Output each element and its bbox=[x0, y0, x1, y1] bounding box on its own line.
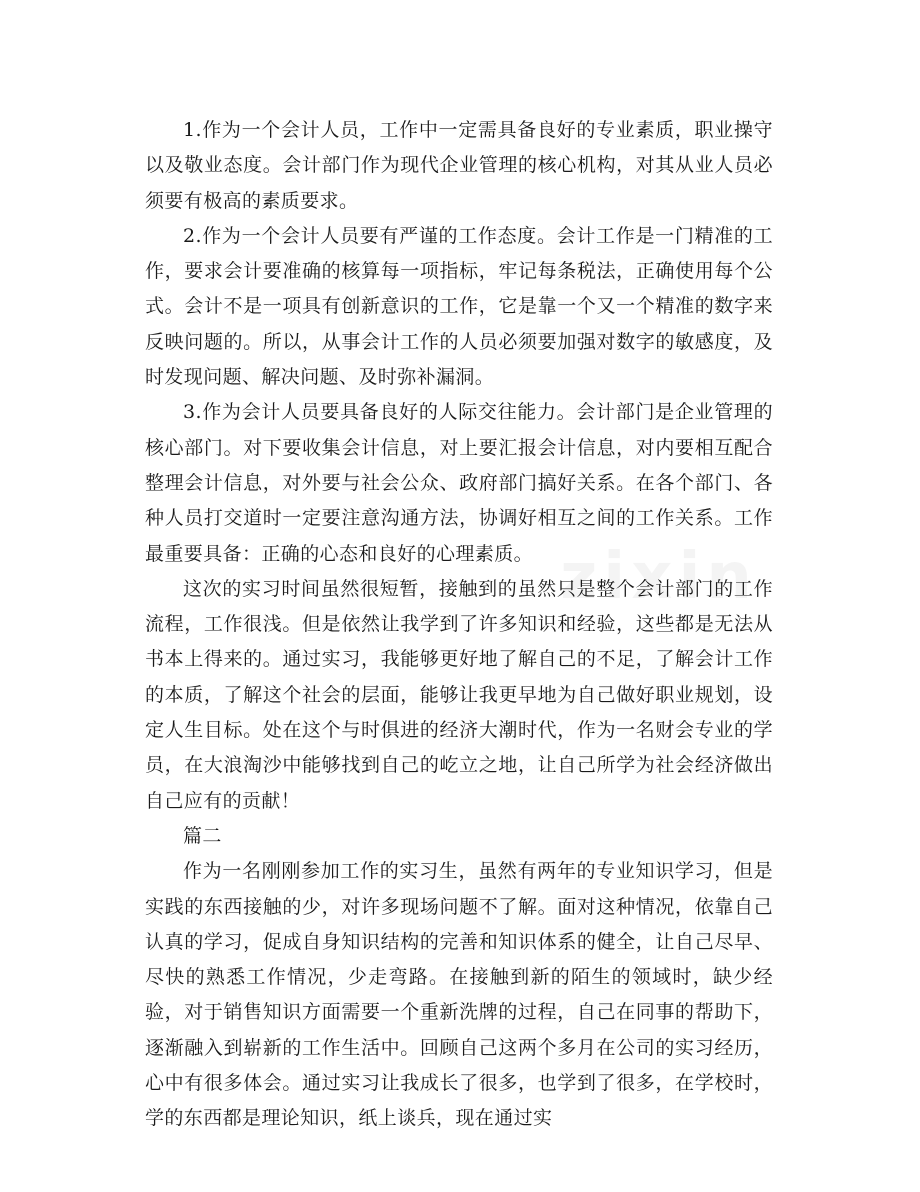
paragraph-4: 这次的实习时间虽然很短暂，接触到的虽然只是整个会计部门的工作流程，工作很浅。但是依然让我学到了许多知识和经验，这些都是无法从书本上得来的。通过实习，我能够更好地了解自己的不足，了解会计工作的本质，了解这个社会的层面，能够让我更早地为自己做好职业规划，设定人生目标。处在这个与时俱进的经济大潮时代，作为一名财会专业的学员，在大浪淘沙中能够找到自己的屹立之地，让自己所学为社会经济做出自己应有的贡献！ bbox=[145, 577, 773, 812]
paragraph-3: 3.作为会计人员要具备良好的人际交往能力。会计部门是企业管理的核心部门。对下要收集会计信息，对上要汇报会计信息，对内要相互配合整理会计信息，对外要与社会公众、政府部门搞好关系。在各个部门、各种人员打交道时一定要注意沟通方法，协调好相互之间的工作关系。工作最重要具备：正确的心态和良好的心理素质。 bbox=[145, 401, 773, 565]
section-paragraph: 作为一名刚刚参加工作的实习生，虽然有两年的专业知识学习，但是实践的东西接触的少，对许多现场问题不了解。面对这种情况，依靠自己认真的学习，促成自身知识结构的完善和知识体系的健全，让自己尽早、尽快的熟悉工作情况，少走弯路。在接触到新的陌生的领域时，缺少经验，对于销售知识方面需要一个重新洗牌的过程，自己在同事的帮助下，逐渐融入到崭新的工作生活中。回顾自己这两个多月在公司的实习经历，心中有很多体会。通过实习让我成长了很多，也学到了很多，在学校时，学的东西都是理论知识，纸上谈兵，现在通过实 bbox=[145, 860, 773, 1130]
document-body bbox=[145, 113, 773, 1137]
paragraph-2: 2.作为一个会计人员要有严谨的工作态度。会计工作是一门精准的工作，要求会计要准确的核算每一项指标，牢记每条税法，正确使用每个公式。会计不是一项具有创新意识的工作，它是靠一个又一个精准的数字来反映问题的。所以，从事会计工作的人员必须要加强对数字的敏感度，及时发现问题、解决问题、及时弥补漏洞。 bbox=[145, 224, 773, 389]
section-heading: 篇二 bbox=[183, 824, 222, 847]
paragraph-1: 1.作为一个会计人员，工作中一定需具备良好的专业素质，职业操守以及敬业态度。会计部门作为现代企业管理的核心机构，对其从业人员必须要有极高的素质要求。 bbox=[145, 119, 773, 212]
